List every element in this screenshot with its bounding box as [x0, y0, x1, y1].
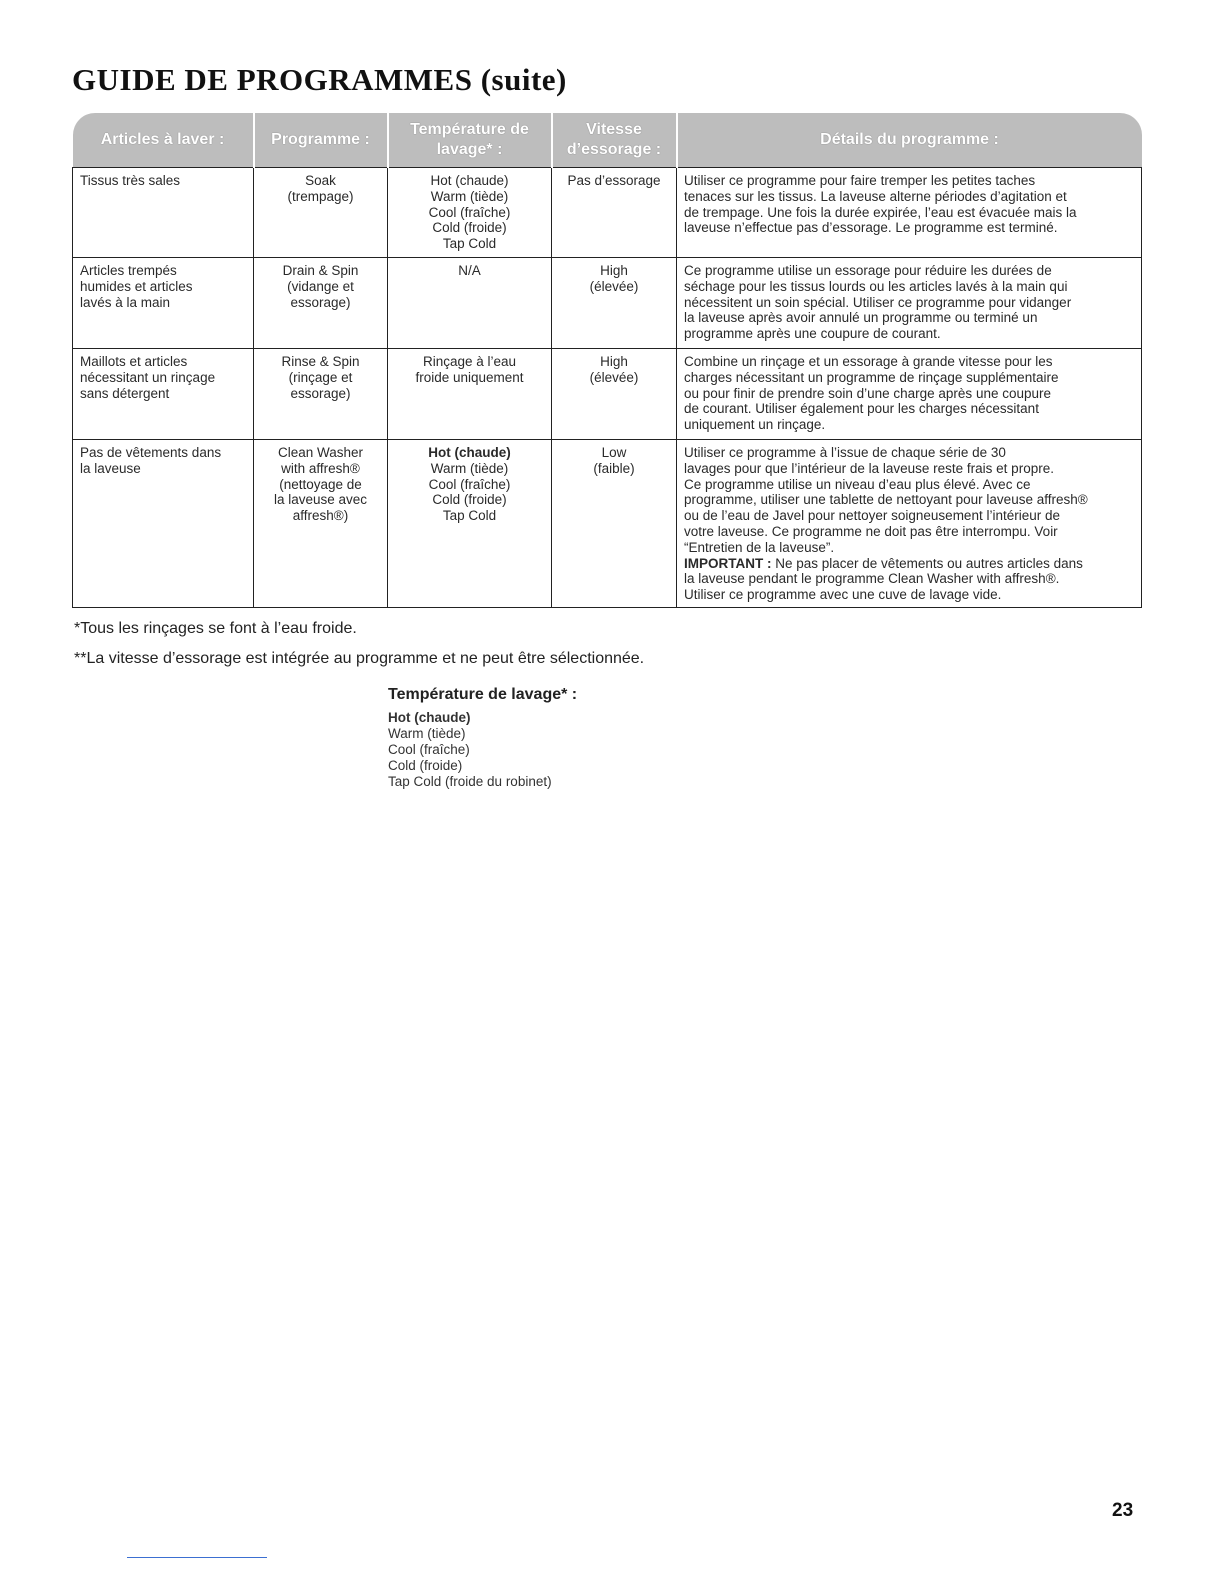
- cell-programme: Drain & Spin (vidange et essorage): [254, 258, 388, 349]
- cell-articles: Tissus très sales: [73, 168, 254, 258]
- cell-vitesse: Low (faible): [552, 440, 677, 608]
- cell-articles: Articles trempés humides et articles lavés à la main: [73, 258, 254, 349]
- legend-item: Tap Cold (froide du robinet): [388, 774, 552, 789]
- cell-vitesse: High (élevée): [552, 258, 677, 349]
- cell-temperature: N/A: [388, 258, 552, 349]
- legend-item: Hot (chaude): [388, 710, 471, 725]
- temperature-legend: [388, 686, 577, 790]
- bottom-divider: [127, 1557, 267, 1558]
- cell-programme: Soak (trempage): [254, 168, 388, 258]
- page-title: GUIDE DE PROGRAMMES (suite): [72, 62, 567, 97]
- header-temperature: Température de lavage* :: [388, 113, 552, 168]
- table-row: [73, 168, 1142, 258]
- cell-temperature: Hot (chaude) Warm (tiède) Cool (fraîche) Cold (froide) Tap Cold: [388, 440, 552, 608]
- cell-articles: Maillots et articles nécessitant un rinçage sans détergent: [73, 349, 254, 440]
- cell-details: Combine un rinçage et un essorage à grande vitesse pour les charges nécessitant un programme de rinçage supplémentaire ou pour finir de prendre soin d’une charge après une coupure de courant. Utiliser également pour les charges nécessitant uniquement un rinçage.: [677, 349, 1142, 440]
- important-label: IMPORTANT :: [684, 555, 772, 571]
- footnote-spin: **La vitesse d’essorage est intégrée au programme et ne peut être sélectionnée.: [74, 650, 645, 667]
- header-articles: Articles à laver :: [73, 113, 254, 168]
- cell-details: Utiliser ce programme pour faire tremper les petites taches tenaces sur les tissus. La laveuse alterne périodes d’agitation et de trempage. Une fois la durée expirée, l’eau est évacuée mais la laveuse n’effectue pas d’essorage. Le programme est terminé.: [677, 168, 1142, 258]
- header-programme: Programme :: [254, 113, 388, 168]
- cell-vitesse: High (élevée): [552, 349, 677, 440]
- legend-item: Warm (tiède): [388, 726, 466, 741]
- cell-programme: Rinse & Spin (rinçage et essorage): [254, 349, 388, 440]
- page-number: 23: [1112, 1500, 1134, 1521]
- legend-item: Cool (fraîche): [388, 742, 470, 757]
- cell-details: Utiliser ce programme à l’issue de chaque série de 30 lavages pour que l’intérieur de la laveuse reste frais et propre. Ce programme utilise un niveau d’eau plus élevé. Avec ce programme, utiliser une tablette de nettoyant pour laveuse affresh® ou de l’eau de Javel pour nettoyer soigneusement l’intérieur de votre laveuse. Ce programme ne doit pas être interrompu. Voir “Entretien de la laveuse”. IMPORTANT : Ne pas placer de vêtements ou autres articles dans la laveuse pendant le programme Clean Washer with affresh®. Utiliser ce programme avec une cuve de lavage vide.: [677, 440, 1142, 608]
- cell-temperature: Hot (chaude) Warm (tiède) Cool (fraîche) Cold (froide) Tap Cold: [388, 168, 552, 258]
- table-header-row: [73, 113, 1142, 168]
- cell-temperature: Rinçage à l’eau froide uniquement: [388, 349, 552, 440]
- cell-vitesse: Pas d’essorage: [552, 168, 677, 258]
- header-vitesse: Vitesse d’essorage :: [552, 113, 677, 168]
- table-row: [73, 258, 1142, 349]
- cell-programme: Clean Washer with affresh® (nettoyage de la laveuse avec affresh®): [254, 440, 388, 608]
- important-note: IMPORTANT : Ne pas placer de vêtements ou autres articles dans: [684, 555, 1083, 571]
- header-details: Détails du programme :: [677, 113, 1142, 168]
- temperature-legend-title: Température de lavage* :: [388, 686, 578, 703]
- cell-articles: Pas de vêtements dans la laveuse: [73, 440, 254, 608]
- program-guide-table: [72, 113, 1142, 608]
- footnote-rinse: *Tous les rinçages se font à l’eau froide.: [74, 620, 357, 637]
- cell-details: Ce programme utilise un essorage pour réduire les durées de séchage pour les tissus lourds ou les articles lavés à la main qui nécessitent un soin spécial. Utiliser ce programme pour vidanger la laveuse après avoir annulé un programme ou terminé un programme après une coupure de courant.: [677, 258, 1142, 349]
- table-row: [73, 349, 1142, 440]
- table-row: [73, 440, 1142, 608]
- legend-item: Cold (froide): [388, 758, 463, 773]
- footnotes: [74, 620, 644, 680]
